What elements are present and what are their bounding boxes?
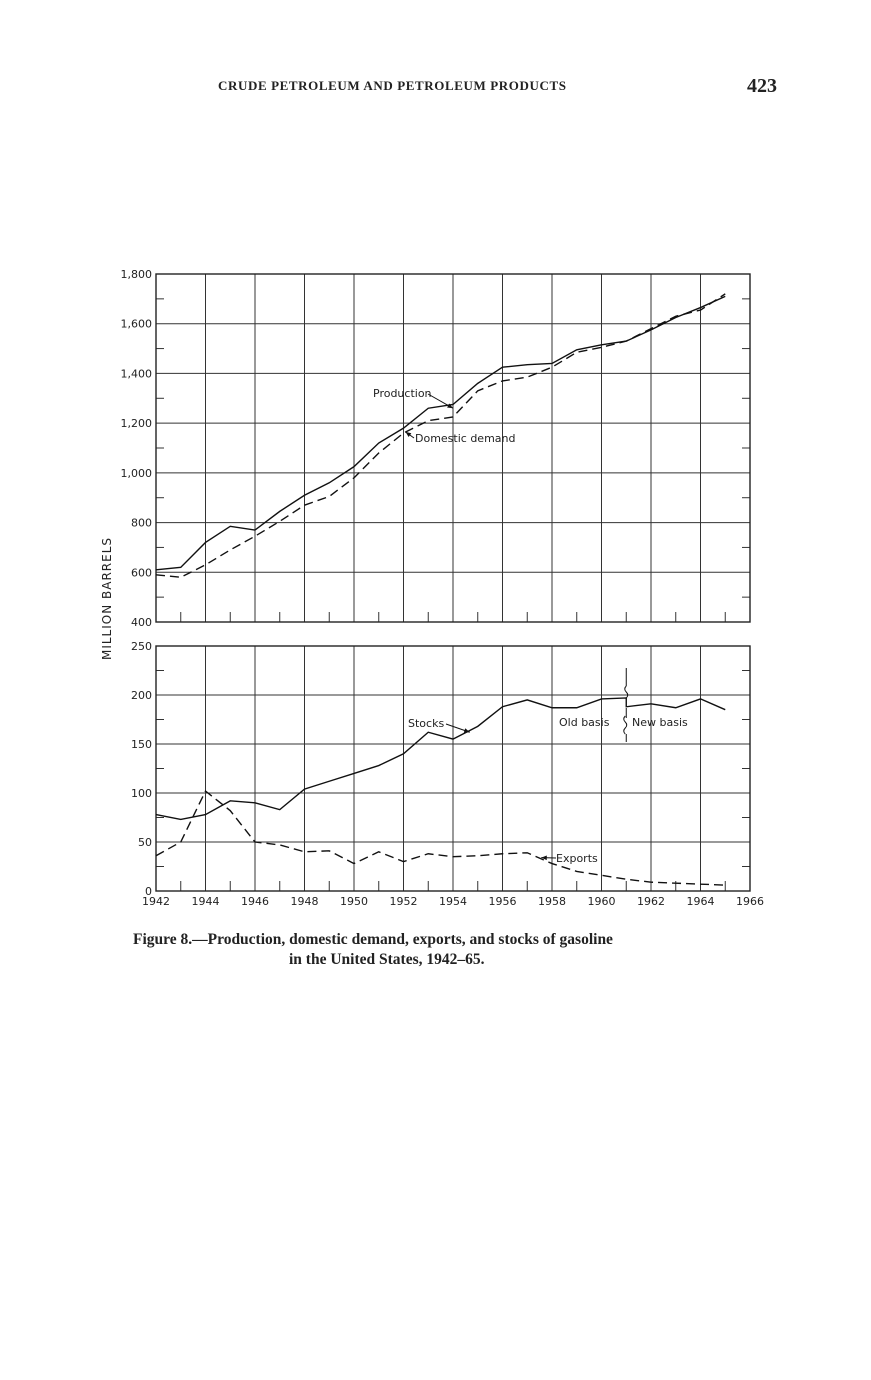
bottom-y-tick-label: 200 xyxy=(131,689,152,702)
domestic-demand-leader-arrowhead xyxy=(406,432,412,437)
x-tick-label: 1962 xyxy=(637,895,665,908)
bottom-y-tick-label: 50 xyxy=(138,836,152,849)
x-tick-label: 1958 xyxy=(538,895,566,908)
top-y-tick-label: 1,200 xyxy=(120,417,152,431)
caption-line-1: Figure 8.—Production, domestic demand, exports, and stocks of gasoline xyxy=(133,931,613,948)
x-tick-label: 1942 xyxy=(142,895,170,908)
x-tick-label: 1950 xyxy=(340,895,368,908)
tick-labels xyxy=(121,268,765,908)
exports-line xyxy=(156,791,725,885)
x-tick-label: 1952 xyxy=(389,895,418,908)
stocks-label: Stocks xyxy=(408,717,445,730)
bottom-y-tick-label: 150 xyxy=(131,738,152,751)
basis-break-brace xyxy=(625,686,628,698)
bottom-y-tick-label: 100 xyxy=(131,787,152,800)
bottom-panel-grid xyxy=(156,646,750,891)
top-y-tick-label: 800 xyxy=(131,516,152,530)
top-panel-grid xyxy=(156,274,750,622)
bottom-y-tick-label: 250 xyxy=(131,640,152,653)
x-tick-label: 1960 xyxy=(587,895,616,908)
page-number: 423 xyxy=(747,75,777,97)
y-axis-label: MILLION BARRELS xyxy=(100,536,114,661)
figure xyxy=(0,250,871,930)
new-basis-label: New basis xyxy=(632,716,688,729)
x-tick-label: 1956 xyxy=(488,895,517,908)
x-tick-label: 1954 xyxy=(439,895,467,908)
domestic-demand-label: Domestic demand xyxy=(415,432,516,445)
series-lines xyxy=(156,294,725,885)
x-tick-label: 1944 xyxy=(191,895,220,908)
x-tick-label: 1964 xyxy=(686,895,715,908)
old-basis-label: Old basis xyxy=(559,716,610,729)
x-tick-label: 1946 xyxy=(241,895,269,908)
top-y-tick-label: 400 xyxy=(131,616,152,629)
exports-label: Exports xyxy=(556,852,598,865)
top-y-tick-label: 1,400 xyxy=(120,367,152,381)
top-y-tick-label: 600 xyxy=(131,566,152,580)
running-head xyxy=(0,75,871,100)
running-title: CRUDE PETROLEUM AND PETROLEUM PRODUCTS xyxy=(218,78,567,93)
basis-brace xyxy=(624,716,627,734)
production-label: Production xyxy=(373,387,432,400)
caption-line-2: in the United States, 1942–65. xyxy=(289,951,485,968)
top-y-tick-label: 1,600 xyxy=(120,317,152,331)
top-y-tick-label: 1,000 xyxy=(120,466,152,480)
top-y-tick-label: 1,800 xyxy=(120,268,152,281)
bottom-y-tick-label: 0 xyxy=(145,885,152,898)
gasoline-chart xyxy=(0,250,871,930)
x-tick-label: 1966 xyxy=(736,895,764,908)
x-tick-label: 1948 xyxy=(290,895,319,908)
